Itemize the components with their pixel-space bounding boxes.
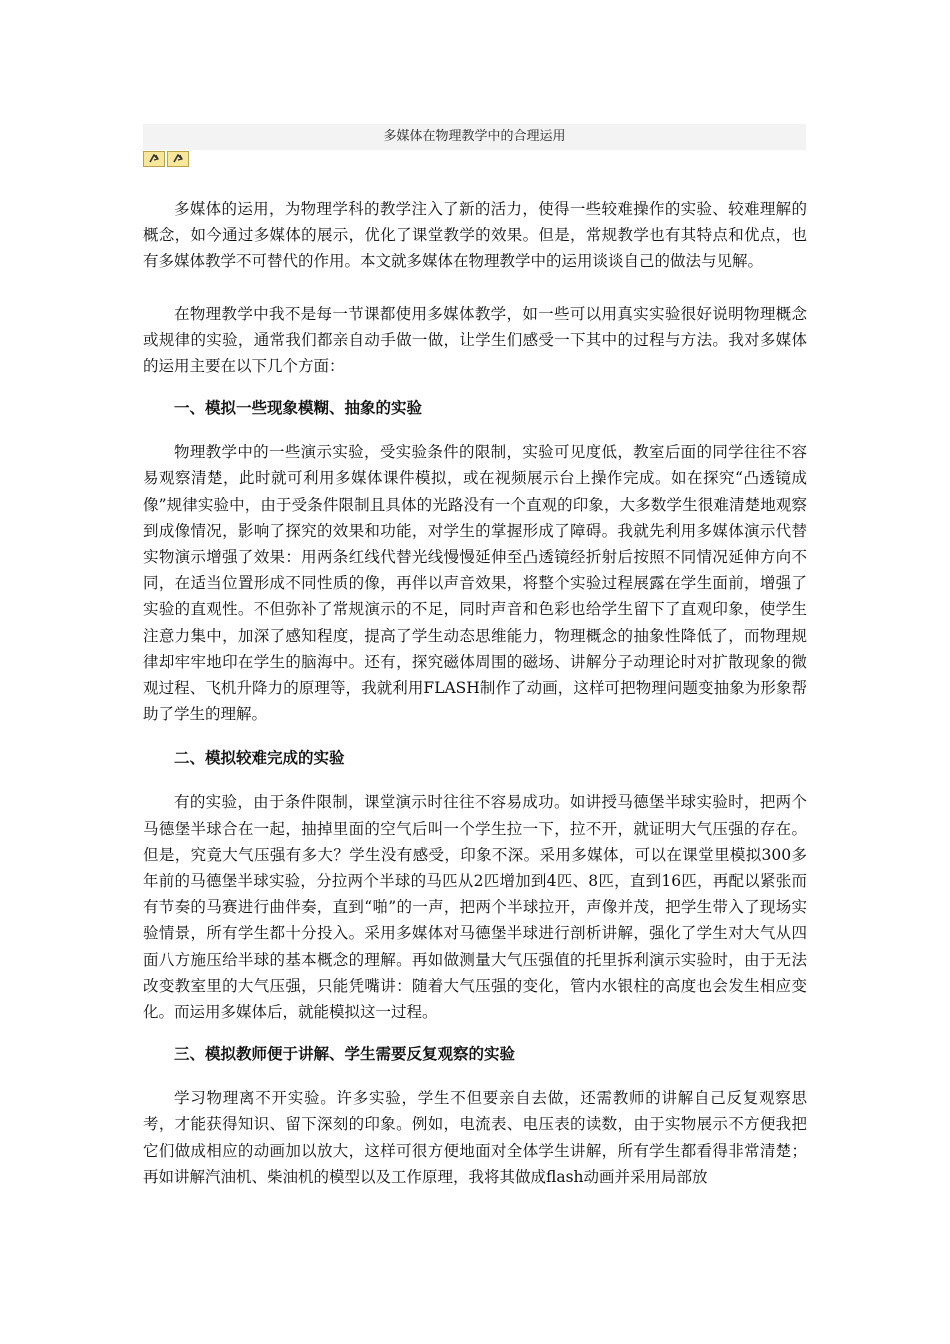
- icon-toolbar: [143, 151, 189, 168]
- article-body: [143, 196, 807, 1190]
- rotate-icon[interactable]: [143, 151, 165, 167]
- rotate-icon[interactable]: [167, 151, 189, 167]
- paragraph-overview: 在物理教学中我不是每一节课都使用多媒体教学，如一些可以用真实实验很好说明物理概念或规律的实验，通常我们都亲自动手做一做，让学生们感受一下其中的过程与方法。我对多媒体的运用主要在以下几个方面：: [143, 304, 807, 376]
- document-title: 多媒体在物理教学中的合理运用: [143, 124, 806, 150]
- paragraph-section-1: 物理教学中的一些演示实验，受实验条件的限制，实验可见度低，教室后面的同学往往不容易观察清楚，此时就可利用多媒体课件模拟，或在视频展示台上操作完成。如在探究“凸透镜成像”规律实验中，由于受条件限制且具体的光路没有一个直观的印象，大多数学生很难清楚地观察到成像情况，影响了探究的效果和功能，对学生的掌握形成了障碍。我就先利用多媒体演示代替实物演示增强了效果：用两条红线代替光线慢慢延伸至凸透镜经折射后按照不同情况延伸方向不同，在适当位置形成不同性质的像，再伴以声音效果，将整个实验过程展露在学生面前，增强了实验的直观性。不但弥补了常规演示的不足，同时声音和色彩也给学生留下了直观印象，使学生注意力集中，加深了感知程度，提高了学生动态思维能力，物理概念的抽象性降低了，而物理规律却牢牢地印在学生的脑海中。还有，探究磁体周围的磁场、讲解分子动理论时对扩散现象的微观过程、飞机升降力的原理等，我就利用FLASH制作了动画，这样可把物理问题变抽象为形象帮助了学生的理解。: [143, 443, 807, 724]
- section-heading-3: 三、模拟教师便于讲解、学生需要反复观察的实验: [174, 1044, 516, 1064]
- paragraph-section-3: 学习物理离不开实验。许多实验，学生不但要亲自去做，还需教师的讲解自己反复观察思考，才能获得知识、留下深刻的印象。例如，电流表、电压表的读数，由于实物展示不方便我把它们做成相应的动画加以放大，这样可很方便地面对全体学生讲解，所有学生都看得非常清楚；再如讲解汽油机、柴油机的模型以及工作原理，我将其做成flash动画并采用局部放: [143, 1089, 807, 1186]
- section-heading-2: 二、模拟较难完成的实验: [174, 748, 345, 768]
- section-heading-1: 一、模拟一些现象模糊、抽象的实验: [174, 398, 423, 418]
- paragraph-intro: 多媒体的运用，为物理学科的教学注入了新的活力，使得一些较难操作的实验、较难理解的概念，如今通过多媒体的展示，优化了课堂教学的效果。但是，常规教学也有其特点和优点，也有多媒体教学不可替代的作用。本文就多媒体在物理教学中的运用谈谈自己的做法与见解。: [143, 200, 807, 271]
- paragraph-section-2: 有的实验，由于条件限制，课堂演示时往往不容易成功。如讲授马德堡半球实验时，把两个马德堡半球合在一起，抽掉里面的空气后叫一个学生拉一下，拉不开，就证明大气压强的存在。但是，究竟大气压强有多大？学生没有感受，印象不深。采用多媒体，可以在课堂里模拟300多年前的马德堡半球实验，分拉两个半球的马匹从2匹增加到4匹、8匹，直到16匹，再配以紧张而有节奏的马赛进行曲伴奏，直到“啪”的一声，把两个半球拉开，声像并茂，把学生带入了现场实验情景，所有学生都十分投入。采用多媒体对马德堡半球进行剖析讲解，强化了学生对大气从四面八方施压给半球的基本概念的理解。再如做测量大气压强值的托里拆利演示实验时，由于无法改变教室里的大气压强，只能凭嘴讲：随着大气压强的变化，管内水银柱的高度也会发生相应变化。而运用多媒体后，就能模拟这一过程。: [143, 793, 807, 1022]
